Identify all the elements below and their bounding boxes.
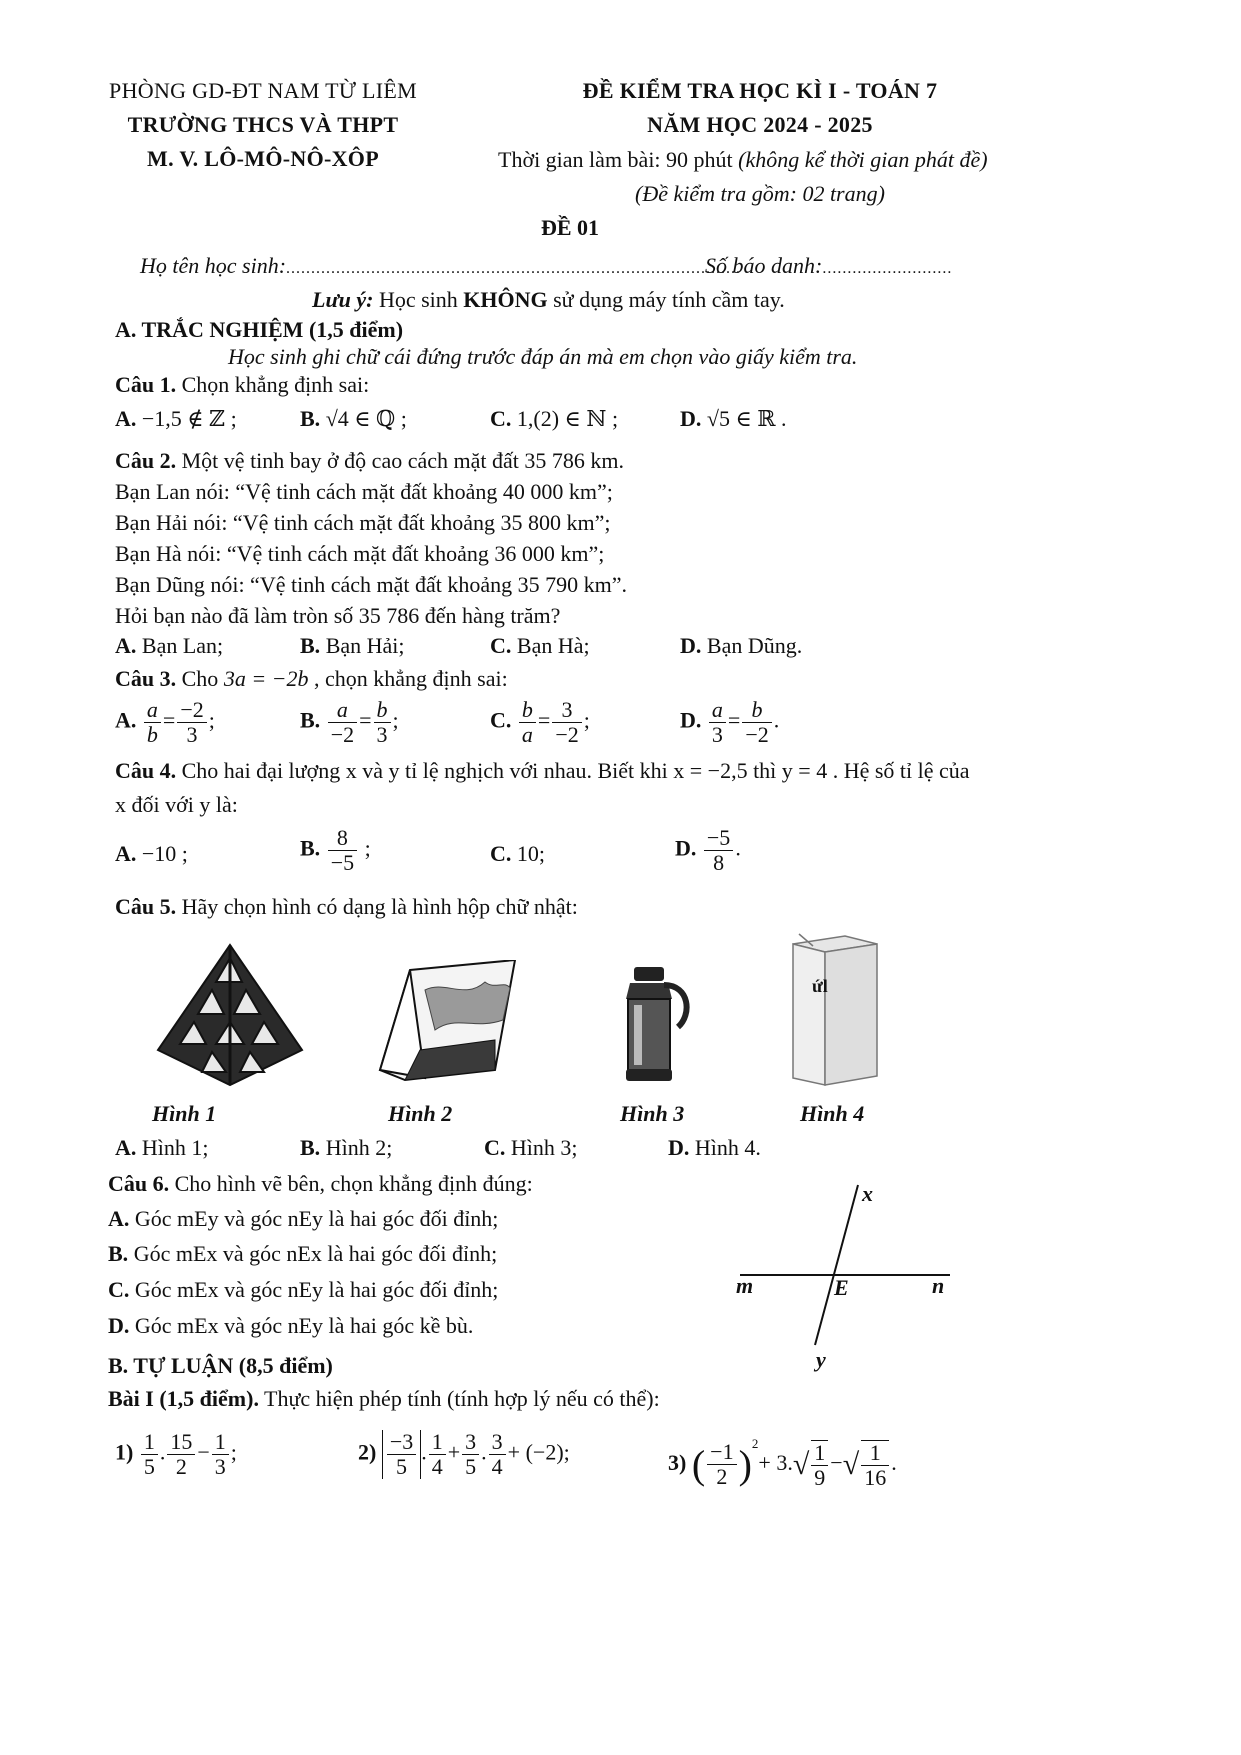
opt-letter: A. — [108, 1206, 130, 1231]
q4-option-d: D. $\frac{-5}{8}$ . — [675, 825, 741, 875]
section-a-instruction: Học sinh ghi chữ cái đứng trước đáp án mà em chọn vào giấy kiểm tra. — [228, 344, 858, 369]
label-x: x — [862, 1181, 873, 1206]
figure-box — [785, 930, 885, 1090]
opt-letter: C. — [490, 707, 512, 733]
q4-prompt: Cho hai đại lượng x và y tỉ lệ nghịch với nhau. Biết khi x = −2,5 thì y = 4 . Hệ số tỉ lệ của — [176, 758, 970, 783]
fraction: $\frac{a}{-2}$ — [328, 698, 357, 747]
q4-option-c — [490, 840, 545, 868]
fraction: $\frac{1}{16}$ — [861, 1440, 889, 1490]
q3-prompt-b: , chọn khẳng định sai: — [308, 666, 508, 691]
opt-letter: D. — [668, 1135, 690, 1160]
q3-label: Câu 3. — [115, 666, 177, 691]
fraction: $\frac{3}{-2}$ — [552, 698, 581, 747]
student-name-field[interactable]: ........................................................................................... — [286, 260, 742, 277]
expr-number: 1) — [115, 1439, 134, 1465]
q3-option-c: C. $\frac{b}{a}$ = $\frac{3}{-2}$ ; — [490, 697, 590, 747]
q5-option-a — [115, 1134, 209, 1162]
q1-option-b — [300, 405, 407, 433]
opt-letter: C. — [490, 406, 512, 431]
fraction: $\frac{3}{5}$ — [462, 1430, 479, 1479]
opt-value: Góc mEy và góc nEy là hai góc đối đỉnh; — [129, 1206, 499, 1231]
bai1-prompt: Thực hiện phép tính (tính hợp lý nếu có thể): — [258, 1386, 660, 1411]
fraction: $\frac{-1}{2}$ — [707, 1440, 736, 1489]
note-text-a: Học sinh — [373, 287, 464, 312]
expr-3: 3) ( $\frac{-1}{2}$ )$^2$+ 3.√ $\frac{1}{9}$ −√ $\frac{1}{16}$ . — [668, 1436, 897, 1490]
q3-option-a: A. $\frac{a}{b}$ = $\frac{-2}{3}$ ; — [115, 697, 215, 747]
opt-letter: B. — [300, 835, 321, 861]
q2-line: Bạn Hải nói: “Vệ tinh cách mặt đất khoảng 35 800 km”; — [115, 510, 611, 535]
exam-pages: (Đề kiểm tra gồm: 02 trang) — [635, 181, 885, 206]
opt-value: √4 ∈ ℚ ; — [320, 406, 407, 431]
student-name-label: Họ tên học sinh: — [140, 253, 287, 278]
expr-1: 1) $\frac{1}{5}$ . $\frac{15}{2}$ − $\frac{1}{3}$ ; — [115, 1429, 237, 1479]
fraction: $\frac{b}{a}$ — [519, 698, 536, 747]
q2-label: Câu 2. — [115, 448, 177, 473]
label-y: y — [816, 1347, 826, 1372]
q6-option-a — [108, 1205, 498, 1233]
q2-option-a — [115, 632, 223, 660]
q1-option-c — [490, 405, 618, 433]
opt-letter: C. — [490, 841, 512, 866]
q6-label: Câu 6. — [108, 1171, 170, 1196]
section-a-title: A. TRẮC NGHIỆM (1,5 điểm) — [115, 317, 404, 342]
fraction: $\frac{15}{2}$ — [167, 1430, 195, 1479]
q2-line: Bạn Dũng nói: “Vệ tinh cách mặt đất khoảng 35 790 km”. — [115, 572, 627, 597]
absolute-value — [382, 1430, 421, 1479]
q6-option-d — [108, 1312, 473, 1340]
q2-option-d — [680, 632, 802, 660]
dept-name: PHÒNG GD-ĐT NAM TỪ LIÊM — [109, 78, 417, 103]
opt-letter: B. — [300, 406, 321, 431]
fraction: $\frac{3}{4}$ — [489, 1430, 506, 1479]
opt-letter: B. — [300, 707, 321, 733]
q4-text — [115, 757, 970, 785]
q3-prompt-a: Cho — [176, 666, 224, 691]
opt-value: Góc mEx và góc nEx là hai góc đối đỉnh; — [128, 1241, 498, 1266]
opt-letter: C. — [490, 633, 512, 658]
label-e: E — [834, 1275, 849, 1300]
q5-prompt: Hãy chọn hình có dạng là hình hộp chữ nhật: — [176, 894, 578, 919]
fraction: $\frac{1}{5}$ — [141, 1430, 158, 1479]
q5-option-b — [300, 1134, 392, 1162]
note-text-b: KHÔNG — [463, 287, 548, 312]
q3-option-d: D. $\frac{a}{3}$ = $\frac{b}{-2}$ . — [680, 697, 780, 747]
q2-line: Hỏi bạn nào đã làm tròn số 35 786 đến hàng trăm? — [115, 603, 561, 628]
opt-letter: D. — [675, 835, 697, 861]
opt-value: 10; — [511, 841, 546, 866]
q1-text — [115, 371, 369, 399]
q2-option-c — [490, 632, 590, 660]
q4-option-b: B. $\frac{8}{-5}$ ; — [300, 825, 371, 875]
q2-prompt: Một vệ tinh bay ở độ cao cách mặt đất 35 786 km. — [176, 448, 624, 473]
school-name-2: M. V. LÔ-MÔ-NÔ-XÔP — [147, 146, 379, 171]
opt-value: Bạn Hà; — [511, 633, 590, 658]
student-id-line — [705, 252, 952, 283]
time-text: Thời gian làm bài: 90 phút — [498, 147, 739, 172]
opt-value: Hình 3; — [505, 1135, 578, 1160]
opt-value: −10 ; — [136, 841, 188, 866]
opt-letter: D. — [680, 406, 702, 431]
note-text-c: sử dụng máy tính cầm tay. — [547, 287, 785, 312]
q6-text — [108, 1170, 533, 1198]
opt-value: Bạn Hải; — [320, 633, 405, 658]
opt-letter: A. — [115, 1135, 137, 1160]
expr-2: 2) $\frac{-3}{5}$ . $\frac{1}{4}$ + $\frac{3}{5}$ . $\frac{3}{4}$ + (−2); — [358, 1429, 570, 1479]
q2-text — [115, 447, 624, 475]
opt-value: −1,5 ∉ ℤ ; — [136, 406, 237, 431]
q5-label: Câu 5. — [115, 894, 177, 919]
box-mark: ứl — [812, 976, 828, 996]
figure-tent-calendar — [375, 960, 525, 1085]
opt-value: Hình 2; — [320, 1135, 393, 1160]
fraction: $\frac{b}{3}$ — [374, 698, 391, 747]
q6-prompt: Cho hình vẽ bên, chọn khẳng định đúng: — [169, 1171, 533, 1196]
q5-option-c — [484, 1134, 578, 1162]
opt-value: Hình 4. — [689, 1135, 761, 1160]
opt-value: Bạn Dũng. — [701, 633, 803, 658]
fraction: $\frac{1}{4}$ — [429, 1430, 446, 1479]
q1-prompt: Chọn khẳng định sai: — [176, 372, 370, 397]
q3-expr: 3a = −2b — [223, 666, 309, 691]
sqrt-icon: √ — [792, 1447, 810, 1481]
student-id-field[interactable]: .......................... — [822, 260, 953, 277]
time-note: (không kể thời gian phát đề) — [738, 147, 988, 172]
caption-figure-2: Hình 2 — [388, 1101, 453, 1126]
opt-letter: B. — [300, 633, 321, 658]
fraction: $\frac{1}{3}$ — [212, 1430, 229, 1479]
caption-figure-1: Hình 1 — [152, 1101, 217, 1126]
opt-letter: B. — [300, 1135, 321, 1160]
q1-option-a — [115, 405, 237, 433]
fraction: $\frac{a}{b}$ — [144, 698, 161, 747]
q1-option-d — [680, 405, 787, 433]
bai1-label: Bài I (1,5 điểm). — [108, 1386, 259, 1411]
q4-option-a — [115, 840, 188, 868]
q2-option-b — [300, 632, 405, 660]
exponent: 2 — [751, 1436, 759, 1451]
exam-time — [498, 146, 988, 174]
fraction: $\frac{8}{-5}$ — [328, 826, 357, 875]
fraction: $\frac{-2}{3}$ — [177, 698, 206, 747]
opt-letter: D. — [108, 1313, 130, 1338]
note-label: Lưu ý: — [312, 287, 374, 312]
caption-figure-4: Hình 4 — [800, 1101, 865, 1126]
exam-code: ĐỀ 01 — [540, 215, 600, 240]
q2-line: Bạn Hà nói: “Vệ tinh cách mặt đất khoảng 36 000 km”; — [115, 541, 605, 566]
opt-value: Góc mEx và góc nEy là hai góc đối đỉnh; — [129, 1277, 499, 1302]
student-id-label: Số báo danh: — [705, 253, 823, 278]
fraction: $\frac{1}{9}$ — [811, 1440, 828, 1490]
opt-letter: A. — [115, 633, 137, 658]
opt-letter: C. — [484, 1135, 506, 1160]
q6-option-b — [108, 1240, 497, 1268]
opt-value: 1,(2) ∈ ℕ ; — [511, 406, 619, 431]
opt-letter: D. — [680, 633, 702, 658]
q3-option-b: B. $\frac{a}{-2}$ = $\frac{b}{3}$ ; — [300, 697, 399, 747]
figure-pyramid — [150, 940, 310, 1090]
q5-option-d — [668, 1134, 761, 1162]
school-name: TRƯỜNG THCS VÀ THPT — [127, 112, 399, 137]
q3-text — [115, 665, 508, 693]
opt-letter: C. — [108, 1277, 130, 1302]
school-year: NĂM HỌC 2024 - 2025 — [647, 112, 873, 137]
q1-label: Câu 1. — [115, 372, 177, 397]
section-b-title: B. TỰ LUẬN (8,5 điểm) — [108, 1353, 333, 1378]
note-line — [312, 286, 785, 314]
q4-text-2: x đối với y là: — [115, 792, 238, 817]
bai1-text — [108, 1385, 660, 1413]
opt-letter: B. — [108, 1241, 129, 1266]
expr-number: 3) — [668, 1450, 687, 1475]
fraction: $\frac{-3}{5}$ — [387, 1430, 416, 1479]
expr-number: 2) — [358, 1439, 377, 1465]
student-name-line — [140, 252, 741, 283]
fraction: $\frac{a}{3}$ — [709, 698, 726, 747]
fraction: $\frac{-5}{8}$ — [704, 826, 733, 875]
figure-flask — [620, 965, 695, 1085]
opt-value: Bạn Lan; — [136, 633, 224, 658]
label-m: m — [736, 1273, 754, 1298]
q4-label: Câu 4. — [115, 758, 177, 783]
sqrt-icon: √ — [842, 1447, 860, 1481]
opt-letter: A. — [115, 406, 137, 431]
q2-line: Bạn Lan nói: “Vệ tinh cách mặt đất khoảng 40 000 km”; — [115, 479, 613, 504]
opt-value: √5 ∈ ℝ . — [701, 406, 787, 431]
opt-letter: A. — [115, 707, 137, 733]
fraction: $\frac{b}{-2}$ — [742, 698, 771, 747]
q6-option-c — [108, 1276, 498, 1304]
opt-value: Hình 1; — [136, 1135, 209, 1160]
q5-text — [115, 893, 578, 921]
label-n: n — [932, 1273, 945, 1298]
caption-figure-3: Hình 3 — [620, 1101, 685, 1126]
exam-title: ĐỀ KIỂM TRA HỌC KÌ I - TOÁN 7 — [582, 78, 938, 103]
opt-letter: D. — [680, 707, 702, 733]
opt-value: Góc mEx và góc nEy là hai góc kề bù. — [129, 1313, 474, 1338]
opt-letter: A. — [115, 841, 137, 866]
